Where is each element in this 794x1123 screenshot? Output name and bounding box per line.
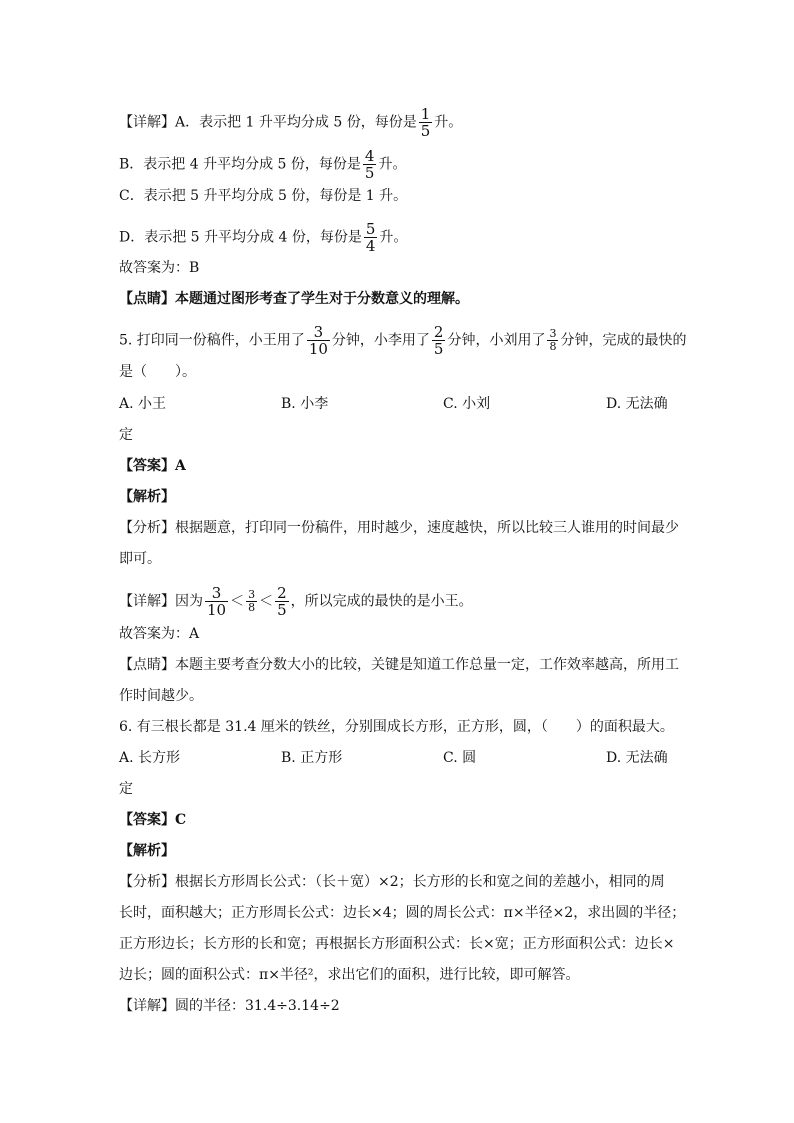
q5-option-a[interactable]: A. 小王 — [119, 396, 167, 412]
question-6-options — [119, 748, 719, 768]
q6-option-d[interactable]: D. 无法确 — [606, 750, 668, 766]
detail-fraction-3-10: $\frac{3}{10}$ — [207, 584, 227, 619]
fraction-3-10: $\frac{3}{10}$ — [308, 323, 328, 358]
q5-option-d[interactable]: D. 无法确 — [606, 396, 668, 412]
q6-fenxi-line4: 边长；圆的面积公式：π×半径²，求出它们的面积，进行比较，即可解答。 — [119, 967, 580, 983]
detail-line-c: C．表示把 5 升平均分成 5 份，每份是 1 升。 — [119, 188, 408, 204]
q6-fenxi-line3: 正方形边长；长方形的长和宽；再根据长方形面积公式：长×宽；正方形面积公式：边长× — [119, 936, 675, 952]
q5-fenxi-line2: 即可。 — [119, 551, 161, 567]
q5-analysis-heading: 【解析】 — [119, 489, 175, 505]
q5-option-b[interactable]: B. 小李 — [281, 396, 329, 412]
detail-line-a: 【详解】A．表示把 1 升平均分成 5 份，每份是 $\frac{1}{5}$ 升。 — [119, 105, 463, 140]
dianjing-q4: 【点睛】本题通过图形考查了学生对于分数意义的理解。 — [119, 291, 469, 307]
detail-fraction-2-5: $\frac{2}{5}$ — [277, 584, 287, 619]
q5-option-d-cont: 定 — [119, 427, 133, 443]
q5-fenxi-line1: 【分析】根据题意，打印同一份稿件，用时越少，速度越快，所以比较三人谁用的时间最少 — [119, 520, 679, 536]
q5-conclusion: 故答案为：A — [119, 626, 200, 642]
conclusion-q4: 故答案为：B — [119, 260, 200, 276]
question-5-stem-cont: 是（ ）。 — [119, 364, 196, 380]
q6-fenxi-line1: 【分析】根据长方形周长公式：（长＋宽）×2；长方形的长和宽之间的差越小，相同的周 — [119, 874, 665, 890]
q6-analysis-heading: 【解析】 — [119, 843, 175, 859]
fraction-2-5: $\frac{2}{5}$ — [433, 323, 444, 358]
q5-option-c[interactable]: C. 小刘 — [443, 396, 491, 412]
detail-line-d: D．表示把 5 升平均分成 4 份，每份是 $\frac{5}{4}$ 升。 — [119, 220, 408, 255]
question-5-stem: 5. 打印同一份稿件，小王用了 $\frac{3}{10}$ 分钟，小李用了 $\frac{2}{5}$ 分钟，小刘用了 $\frac{3}{8}$ 分钟，完成的最快的 — [119, 323, 687, 358]
fraction-3-8: $\frac{3}{8}$ — [549, 327, 557, 353]
question-6-stem: 6. 有三根长都是 31.4 厘米的铁丝，分别围成长方形，正方形，圆，（ ）的面积最大。 — [119, 719, 674, 735]
q5-dianjing-line2: 作时间越少。 — [119, 688, 203, 704]
fraction-one-fifth: $\frac{1}{5}$ — [420, 105, 431, 140]
q6-option-a[interactable]: A. 长方形 — [119, 750, 181, 766]
q5-detail: 【详解】因为 $\frac{3}{10}$ ＜ $\frac{3}{8}$ ＜ $\frac{2}{5}$ ，所以完成的最快的是小王。 — [119, 584, 473, 619]
fraction-four-fifths: $\frac{4}{5}$ — [364, 147, 375, 182]
question-5-options — [119, 394, 719, 414]
q6-option-c[interactable]: C. 圆 — [443, 750, 477, 766]
q5-dianjing-line1: 【点睛】本题主要考查分数大小的比较，关键是知道工作总量一定，工作效率越高，所用工 — [119, 657, 679, 673]
q5-answer: 【答案】A — [119, 458, 186, 474]
q6-fenxi-line2: 长时，面积越大；正方形周长公式：边长×4；圆的周长公式：π×半径×2，求出圆的半径； — [119, 905, 686, 921]
q6-option-d-cont: 定 — [119, 781, 133, 797]
detail-line-b: B．表示把 4 升平均分成 5 份，每份是 $\frac{4}{5}$ 升。 — [119, 147, 407, 182]
q6-answer: 【答案】C — [119, 812, 187, 828]
detail-fraction-3-8: $\frac{3}{8}$ — [248, 588, 256, 614]
q6-option-b[interactable]: B. 正方形 — [281, 750, 343, 766]
q6-detail: 【详解】圆的半径：31.4÷3.14÷2 — [119, 998, 340, 1014]
detail-a-text: 【详解】A．表示把 1 升平均分成 5 份，每份是 — [119, 114, 417, 131]
fraction-five-fourths: $\frac{5}{4}$ — [365, 220, 376, 255]
